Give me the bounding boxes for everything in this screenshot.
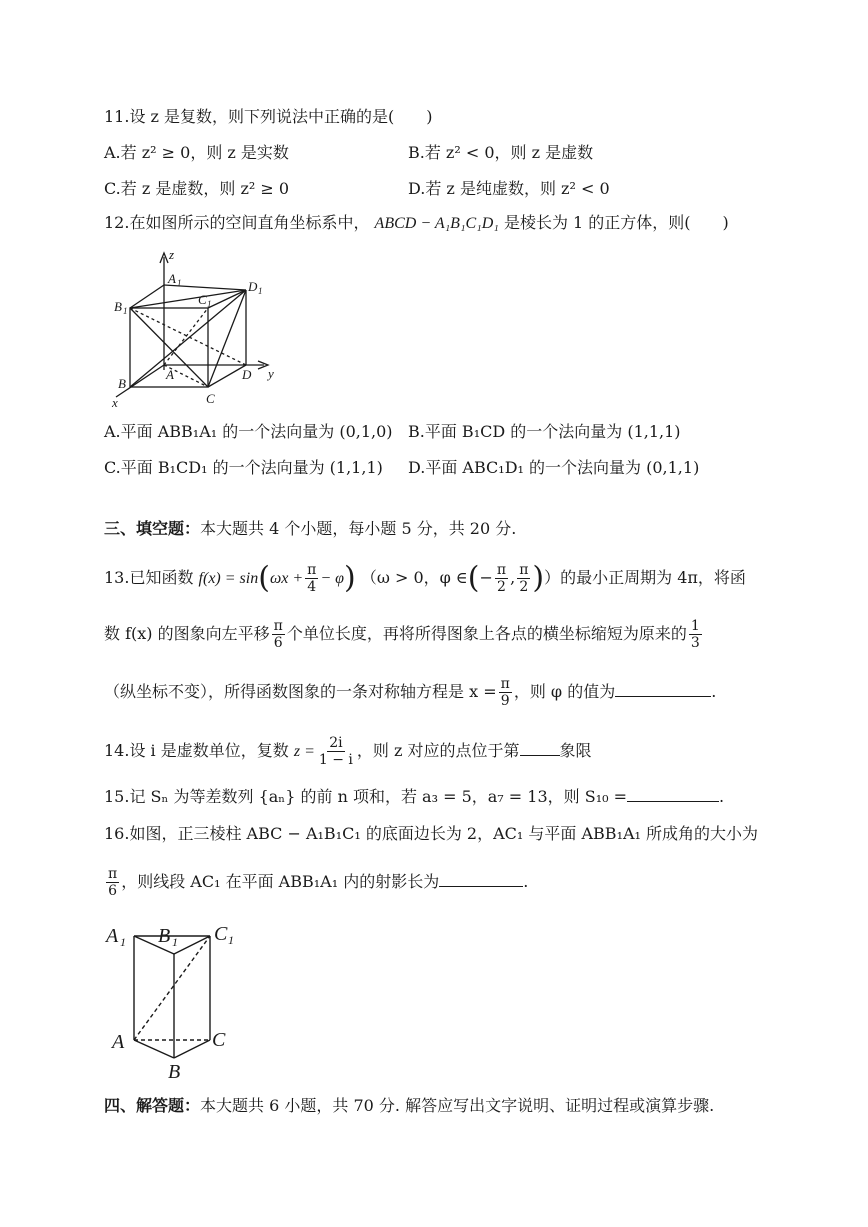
q15-line: 15.记 Sₙ 为等差数列 {aₙ} 的前 n 项和，若 a₃ = 5，a₇ = 13，则 S₁₀ = .: [104, 787, 725, 806]
svg-text:1: 1: [120, 935, 126, 949]
svg-text:1: 1: [228, 933, 234, 947]
q12-option-a: A.平面 ABB₁A₁ 的一个法向量为 (0,1,0): [104, 422, 393, 441]
q12-option-c: C.平面 B₁CD₁ 的一个法向量为 (1,1,1): [104, 458, 383, 477]
q16-line1: 16.如图，正三棱柱 ABC − A₁B₁C₁ 的底面边长为 2，AC₁ 与平面 ABB₁A₁ 所成角的大小为: [104, 824, 759, 843]
label-b: B: [168, 1061, 181, 1083]
frac-pi-4: $\frac{\pi}{4}$: [307, 562, 317, 595]
q15-answer-blank[interactable]: [627, 787, 719, 802]
frac-pi-9: $\frac{\pi}{9}$: [500, 676, 510, 709]
frac-pi-6-q16: $\frac{\pi}{6}$: [108, 866, 118, 899]
svg-text:1: 1: [123, 306, 128, 316]
q12-option-d: D.平面 ABC₁D₁ 的一个法向量为 (0,1,1): [408, 458, 700, 477]
q13-answer-blank[interactable]: [615, 682, 711, 697]
q12-option-b: B.平面 B₁CD 的一个法向量为 (1,1,1): [408, 422, 681, 441]
label-c1: C: [214, 923, 228, 945]
label-b1: B: [158, 925, 171, 947]
q13-line1: 13.已知函数 f(x) = sin(ωx + $\frac{\pi}{4}$ − φ) （ω > 0，φ ∈(− $\frac{\pi}{2}$ , $\frac{\pi}{2}$ )）的最小正周期为 4π，将函: [104, 560, 746, 596]
label-a1: A: [168, 271, 176, 286]
label-d1: D: [248, 279, 258, 294]
q11-option-b: B.若 z² < 0，则 z 是虚数: [408, 143, 594, 162]
q12-cube-figure: [104, 245, 294, 410]
svg-text:1: 1: [258, 286, 263, 296]
q12-stem: 12.在如图所示的空间直角坐标系中， ABCD − A₁B₁C₁D₁ 是棱长为 1 的正方体，则( ): [104, 213, 729, 232]
q16-prism-figure: [104, 918, 244, 1083]
label-c1: C: [198, 292, 207, 307]
q13-line3: （纵坐标不变），所得函数图象的一条对称轴方程是 x = $\frac{\pi}{9}$ ，则 φ 的值为 .: [104, 676, 717, 709]
label-c: C: [206, 391, 215, 406]
q14-line: 14.设 i 是虚数单位，复数 z = $\frac{2i}{1 - i}$ ，则 z 对应的点位于第 象限: [104, 735, 592, 768]
q12-cube-name: ABCD − A₁B₁C₁D₁: [374, 215, 499, 232]
label-a: A: [112, 1031, 125, 1053]
frac-1-3: $\frac{1}{3}$: [690, 618, 700, 651]
svg-text:1: 1: [177, 278, 182, 288]
q13-line2: 数 f(x) 的图象向左平移 $\frac{\pi}{6}$ 个单位长度，再将所得图象上各点的横坐标缩短为原来的 $\frac{1}{3}$: [104, 618, 700, 651]
label-c: C: [212, 1029, 226, 1051]
svg-text:1: 1: [172, 935, 178, 949]
q11-stem: 11.设 z 是复数，则下列说法中正确的是( ): [104, 107, 433, 126]
label-y: y: [268, 366, 274, 381]
q16-answer-blank[interactable]: [439, 872, 523, 887]
label-d: D: [242, 367, 252, 382]
label-a: A: [166, 367, 174, 382]
q11-option-d: D.若 z 是纯虚数，则 z² < 0: [408, 179, 610, 198]
section4-header: 四、解答题：本大题共 6 小题，共 70 分. 解答应写出文字说明、证明过程或演算步骤.: [104, 1096, 715, 1115]
label-b: B: [118, 376, 126, 391]
q14-answer-blank[interactable]: [520, 741, 560, 756]
q11-option-c: C.若 z 是虚数，则 z² ≥ 0: [104, 179, 290, 198]
frac-pi-6: $\frac{\pi}{6}$: [273, 618, 283, 651]
q11-option-a: A.若 z² ≥ 0，则 z 是实数: [104, 143, 289, 162]
edge-b1-a1: [130, 285, 164, 308]
svg-text:1: 1: [207, 299, 212, 309]
label-z: z: [169, 247, 175, 262]
label-b1: B: [114, 299, 122, 314]
frac-2i-1-i: $\frac{2i}{1 - i}$: [318, 735, 353, 768]
label-x: x: [112, 395, 118, 410]
section3-header: 三、填空题：本大题共 4 个小题，每小题 5 分，共 20 分.: [104, 519, 517, 538]
q16-line2: $\frac{\pi}{6}$ ，则线段 AC₁ 在平面 ABB₁A₁ 内的射影长为 .: [108, 866, 529, 899]
label-a1: A: [106, 925, 119, 947]
frac-pi-2: $\frac{\pi}{2}$: [519, 562, 529, 595]
frac-pi-2-neg: $\frac{\pi}{2}$: [496, 562, 507, 595]
